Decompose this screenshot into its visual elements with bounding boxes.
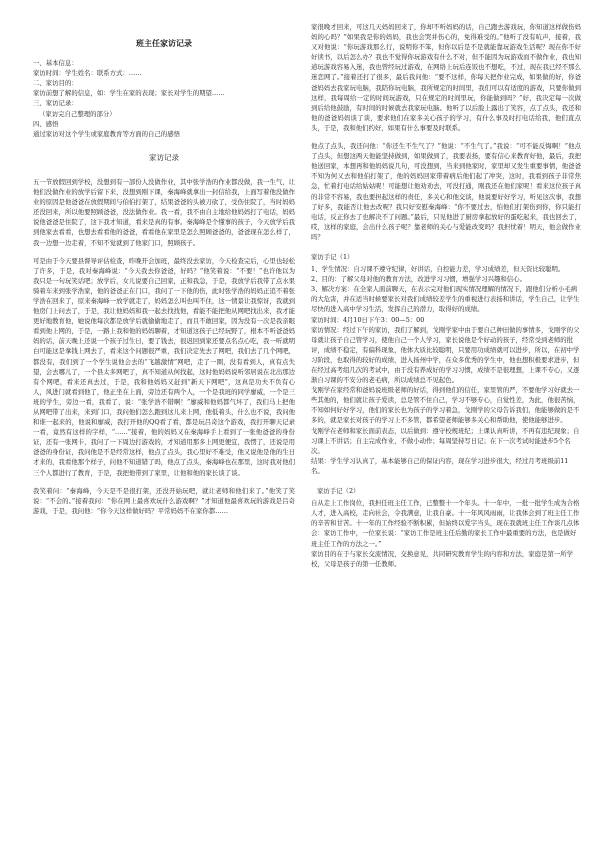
notes1-item: 结果：学生学习认真了，基本能够自己的保证内容，现在学习进步很大，经过月考班级前11名。: [311, 456, 569, 475]
notes1-item: 家访时间：4月10日下午3：00—5：00: [311, 315, 425, 324]
basic-info-line: 二、家访目的：: [33, 79, 78, 88]
basic-info-line: 三、家访记录：: [33, 99, 78, 108]
notes1-item: 1、学生情况：自习课不遵守纪律，好讲话，自控能力差，学习成绩差，但天资比较聪明。: [311, 265, 565, 274]
notes1-item: 戈刚学在老师和家长面前表态，以后做到：遵守校规班纪；上课认真听讲，不再有违纪现象；自习课上不讲话；自主完成作业，不做小动作；每周坚持写日记；在下一次考试时能进步5个名次。: [311, 426, 580, 455]
notes2-item: 自从走上工作岗位，我担任班主任工作，已整整十一个年头。十一年中，一批一批学生成为合格人才，进入高校，走向社会，令我满意，让我自豪。十一年风风雨雨，让我体会到了班主任工作的辛苦和甘苦。十一年的工作经验不断积累，但始终以爱字当头，现在我就班主任工作谈几点体会：家访工作中，一位家长说：“家访工作是班主任后勤的家长工作中最重要的方法，也是做好班主任工作的方法之一。”: [311, 499, 580, 548]
record-paragraph: 五一节放假回到学校，没想到有一部份人没做作业，其中张学浩的作业都没做，我一生气，让他们没做作业的放学后留下来，没想到刚下课，秦海峰就拿出一封信给我，上面写着他没做作业的原因是他爸爸在放假期间与伯伯打架了，结果爸爸的头被刀砍了，受伤住院了，当时妈妈还没回来，所以他要照顾爸爸，没法做作业。我一看，我不由自主地给他妈妈打了电话，妈妈说他爸爸是住院了，这下我才知道，看来是真的有事。秦海峰是个懂事的孩子，今天放学后我到他家去看看，也想去看看他的爸爸，看看他在家里是怎么照顾爸爸的，爸爸现在怎么样了，我一边想一边走着，不知不觉就到了他家门口，照顾孩子。: [33, 177, 296, 247]
basic-info-line: 家访前想了解的信息，如：学生在家的表现；家长对学生的期望……: [33, 89, 225, 98]
notes2-item: 家访目的在于与家长交流情况，交换意见，共同研究教育学生的内容和方法，家庭是第一所学校，父母是孩子的第一任教师。: [311, 549, 574, 568]
basic-info-line: 四、感悟: [33, 119, 59, 128]
basic-info-line: （家访完自己整理的部分）: [39, 109, 116, 118]
left-column: [33, 38, 295, 524]
notes1-title: 家访手记（1）: [311, 252, 354, 261]
notes1-item: 3、解决方案：在全家人面前聊天，在表示完对他们现实情况理解的情况下，跟他们分析小毛病的大危害，并在适当时候要家长对我们成绩较差学生的重视进行表扬和讲话，学生自己，让学生尽快的进入高中学习生活，发挥自己的潜力，取得好的成绩。: [311, 285, 580, 314]
basic-info-line: 家访时间：学生姓名：联系方式：……: [33, 69, 142, 78]
notes1-item: 戈刚学在家经常和爸妈说班级老师的好话，得到他们的信任，家里管的严，不要他学习好就去一些其他的，他们就让孩子爱读，总是管不住自己，学习不够专心，自觉性差，为此，他很苦恼，不知如何好好学习，他们的家长也为孩子的学习着急，戈刚学的父母告诉我们，他能够做的是不多的，就是家长对孩子的学习上不多管，都希望老师能够多关心和帮助他，使他能够进步。: [311, 386, 580, 425]
record-title: 家访记录: [149, 152, 179, 162]
basic-info-line: 通过家访对这个学生或家庭教育等方面的自己的感悟: [33, 129, 180, 138]
notes2-title: 家访手记（2）: [317, 487, 360, 496]
basic-info-line: 一、基本信息：: [33, 59, 78, 68]
record-paragraph: 我笑着问：“秦海峰，今天是不是很打架，还没开始玩吧，就让老师和他们来了。”他笑了笑说：“不会的。”接着我问：“你在网上最喜欢玩什么游戏啊？”才知道他最喜欢玩的游戏是吕奇游戏，于是，我问他：“你今天这样做好吗？平常妈妈不在家你都……: [33, 486, 295, 515]
record-paragraph: 家很晚才回来，可这几天妈妈回来了，你却不听妈妈的话，自己跑去游戏玩，你知道这样做伤妈妈的心吗？”如果我是你的妈妈，我也会哭并伤心的，免得难受的。”他听了没有吭声，接着，我又对他说：“你玩游戏那么行，说明你不笨，但你以后是不是就能靠玩游戏生活呢？现在你不好好读书，以后怎么办？我也不觉得你玩游戏有什么不对，但不能因为玩游戏而不做作业，我也知道玩游戏容易入迷，我也曾经玩过游戏，在网络上玩后连饭也不想吃，不过，现在我已经不那么迷恋网了。”接着还打了很多，最后我问他：“要不这样，你每天把作业完成，如果做的好，你爸爸妈妈去我家玩电脑，我陪你玩电脑，我所规定的时间里，我们可以有适度的游戏，只要你做到这样，我每周给一定的时间玩游戏，只在规定的时间里玩，你能做到吗？”好，我决定每一次做到后给他鼓励，有时间的时候就去我家玩电脑。他听了以后脸上露出了笑容，点了点头，我还和他的爸爸妈妈谈了谈，要求他们在家多关心孩子的学习，有什么事及时打电话给我，他们直点头，于是，我和他们约好，如果有什么事要及时联系。: [311, 23, 581, 132]
notes1-item: 家访情况：经过下午的家访，我们了解到，戈刚学家中由于要自己种田做的事情多，戈刚学的父母就让孩子自己管学习，使他自己一个人学习，家长说他是个好动的孩子，经常受到老师的批评，成绩不稳定，有偏科现象，他体大质比较聪明，只要用功成绩就可以进步，所以，在初中学习阶段，也取得的较好的成绩，进入扬州中学，在众多优秀的学生中，他也想积极要求进步，但在经过高考组几次的考试中，由于没有养成好的学习习惯，成绩不是很理想，上课不专心，又逐渐自习课的不安分的老毛病，所以成绩总不见起色。: [311, 325, 580, 385]
page-title: 班主任家访记录: [136, 38, 192, 48]
record-paragraph: 他点了点头，我还问他：“你还生不生气了？”他说：“不生气了。”我说：“可不能反悔啊！”他点了点头，但想这两天他能坚持做到，如果做到了，我要表扬，要有信心来教育好他，最后，我把他送回家，本想再和他妈妈说几句，可没想到，当来到他家时，家里却又发生重要事情，他爸爸不知为何又去和他伯打架了，他的妈妈回家带着病后他们起了冲突，这时，我看到孩子非常焦急，忙着打电话给姑姑呢！可能想让他劝劝去，可没打通，刚我还在他们家呢！看来这位孩子真的非常不容易，我也要担起这样的责任，多关心和他交谈，他说要好好学习，听见这次事，我想了好多，我能否让他去改呢？我只好安慰秦海峰：“你不要过去，怕他们打架伤到你，你只能打电话，反正你去了也解决不了问题。”最后，只见他进了厨房拿起放好的蛋吃起来，我也回去了，哎，这样的家庭，会出什么孩子呢？靠老师的关心与爱能改变吗？我担忧着！明天，他会做作业吗？: [311, 142, 581, 241]
right-column: [311, 22, 581, 569]
record-paragraph: 可是由于今天要县督导评估检查，昨晚开会加班，最终没去家访，今天检查完后，心里也轻松了许多，于是，我对秦海峰说：“今天我去你爸爸，好吗？”他笑着说：“不要！”也许他以为我只是一句玩笑话吧；放学后，女儿说要自己回家，正和我急，于是，我放学后我带了点水果骑着车来到张学浩家，他的爸爸正在门口，我问了一下他的伤，此时张学浩的妈妈正追不着张学浩在回来了，原来秦海峰一放学就走了，妈妈怎么叫也叫不住，这一情景让我惊讶，我就到他房门上问去了，于是，我让他妈妈和我一起去找找他，看能不能把他从网吧找出来，我才能更好地教育他，她说他每次都是放学后就偷偷地走了，而且不敢回家，因为没有一次是我亲眼看到他上网的，于是，一路上我和他的妈妈聊着，才知道这孩子已经玩野了，根本不听爸爸妈妈的话，前天晚上还说一个孩子过生日，要了钱去，很迟回到家还要点名点心吃，我一听就明白可能这是拿钱上网去了，看来这个问题很严重，我们决定先去了网吧，我们去了几个网吧，都没有，我们到了一个学生说他会去的“飞越激情”网吧，走了一圈，没有看到人，真有点失望，会去哪儿了，一个县太多网吧了，真不知道从何找起，这时他妈妈说听邻居说在北出那边有个网吧，看来还真去过，于是，我和他妈妈又赶到“新天下网吧”，这真是功夫不负有心人，风进门就看到他了，他正坐在上面，旁边还有两个人，一个是我班的同学廖威，一个是三班的学生，旁边一看，我看了，说：“张学浩不错啊！”廖威和他妈都气坏了，我们马上把他从网吧带了出来，来到门口，我问他们怎么跑到这儿来上网，他低着头，什么也不说，我问他和谁一起来的，他说和廖威，我打开他的QQ看了看，都是玩吕奇这个游戏，我打开聊天记录一看，竟然有这样的字样，“……”接着，他的妈妈又在秦海峰手上看到了一张他爸爸的身份证，还有一张网卡，我问了一下周边打游戏的，才知道用那多上网更便宜，我愣了，还说是用爸爸的身份证，我问他是不是经常这样，他点了点头，我心里好不难受，他又说他是他的生日才来的，我看他那个样子，问他不知道错了吗，他点了点头，秦海峰也在那里，这时我对他们三个人都进行了教育，于是，我把他带到了家里，让他和他的家长谈了谈。: [33, 256, 296, 477]
basic-info-list: [33, 58, 295, 139]
notes1-item: 2、目的：了解父母对他的教育方法，改进学习习惯，增强学习兴趣和信心。: [311, 275, 526, 284]
